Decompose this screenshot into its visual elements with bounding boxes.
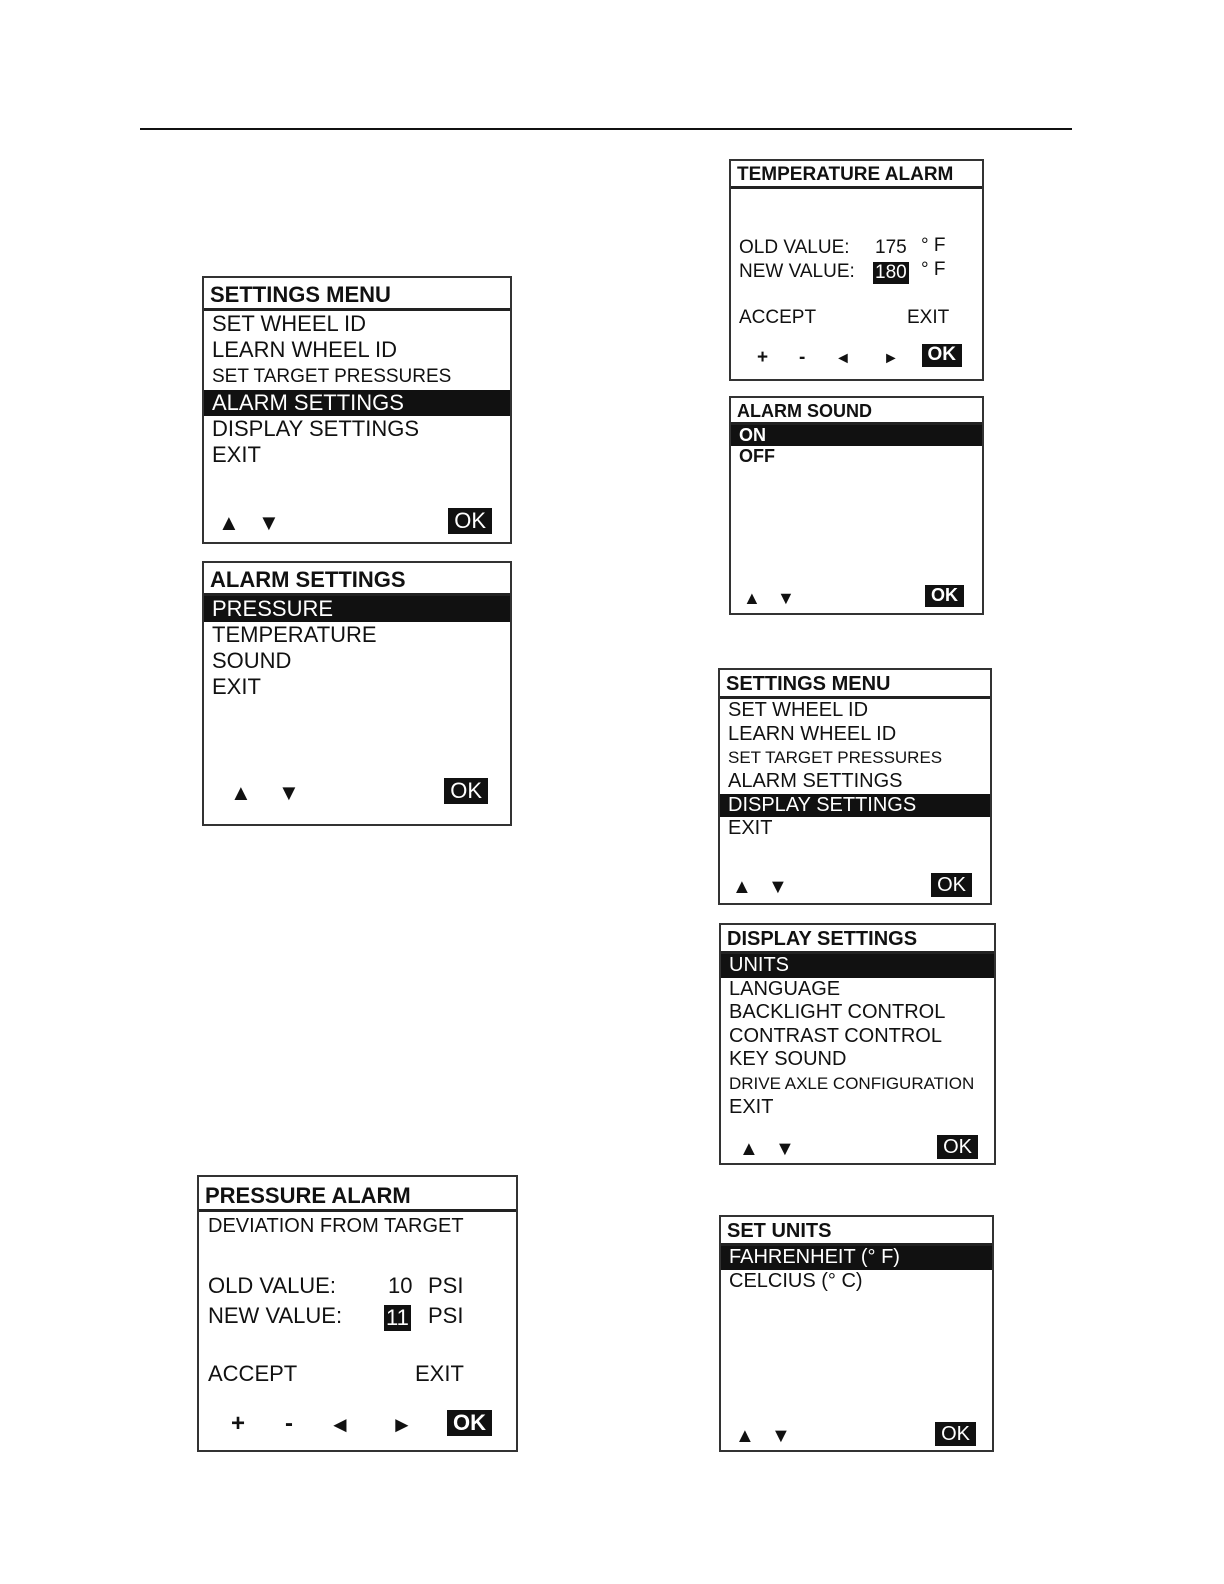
old-unit: ° F [921,235,946,256]
plus-icon[interactable]: + [231,1410,246,1437]
left-arrow-icon[interactable]: ◄ [835,350,851,367]
menu-item-set-target-pressures[interactable]: SET TARGET PRESSURES [212,365,452,387]
ok-button[interactable]: OK [935,1422,976,1446]
new-value-row [208,1303,342,1329]
menu-item-set-wheel-id[interactable]: SET WHEEL ID [728,699,869,721]
ok-button[interactable]: OK [922,344,963,367]
right-arrow-icon[interactable]: ► [883,350,899,367]
screen-title: PRESSURE ALARM [199,1177,516,1212]
up-arrow-icon[interactable]: ▲ [732,876,752,898]
old-value-label: OLD VALUE: [739,237,850,258]
new-value[interactable]: 11 [386,1305,409,1330]
pressure-alarm-screen [197,1175,518,1452]
screen-title: SET UNITS [721,1217,992,1246]
down-arrow-icon[interactable]: ▼ [771,1425,791,1447]
menu-item-key-sound[interactable]: KEY SOUND [729,1048,847,1071]
menu-item-display-settings[interactable]: DISPLAY SETTINGS [720,794,990,818]
menu-item-backlight-control[interactable]: BACKLIGHT CONTROL [729,1001,946,1024]
exit-button[interactable]: EXIT [415,1361,464,1386]
down-arrow-icon[interactable]: ▼ [258,510,280,535]
old-value: 175 [875,237,907,258]
accept-button[interactable]: ACCEPT [208,1361,298,1386]
menu-item-units[interactable]: UNITS [721,954,994,978]
screen-title: TEMPERATURE ALARM [731,161,982,189]
new-unit: ° F [921,259,946,280]
alarm-sound-screen [729,396,984,615]
plus-icon[interactable]: + [757,347,769,368]
settings-menu-screen-2 [718,668,992,905]
menu-item-language[interactable]: LANGUAGE [729,977,841,1000]
menu-item-learn-wheel-id[interactable]: LEARN WHEEL ID [212,336,398,362]
minus-icon[interactable]: - [285,1410,293,1437]
menu-item-exit[interactable]: EXIT [728,817,773,840]
old-unit: PSI [428,1273,464,1298]
alarm-settings-screen [202,561,512,826]
ok-button[interactable]: OK [925,585,964,607]
menu-item-exit[interactable]: EXIT [212,673,261,699]
menu-item-alarm-settings[interactable]: ALARM SETTINGS [728,769,903,792]
menu-item-alarm-settings[interactable]: ALARM SETTINGS [204,390,510,416]
ok-button[interactable]: OK [448,508,492,534]
old-value-label: OLD VALUE: [208,1273,336,1298]
screen-title: ALARM SETTINGS [204,563,510,596]
menu-item-pressure[interactable]: PRESSURE [204,596,510,622]
menu-item-exit[interactable]: EXIT [729,1095,774,1118]
ok-button[interactable]: OK [937,1135,978,1159]
menu-item-on[interactable]: ON [731,425,982,446]
left-arrow-icon[interactable]: ◄ [329,1412,351,1437]
screen-title: ALARM SOUND [731,398,982,425]
down-arrow-icon[interactable]: ▼ [777,588,795,608]
menu-item-sound[interactable]: SOUND [212,647,292,673]
new-value-label: NEW VALUE: [208,1303,343,1328]
right-arrow-icon[interactable]: ► [391,1412,413,1437]
up-arrow-icon[interactable]: ▲ [218,510,240,535]
menu-item-contrast-control[interactable]: CONTRAST CONTROL [729,1024,942,1047]
ok-button[interactable]: OK [931,873,972,897]
menu-item-off[interactable]: OFF [739,446,775,467]
screen-title: SETTINGS MENU [720,670,990,699]
new-value-label: NEW VALUE: [739,261,855,282]
menu-item-set-target-pressures[interactable]: SET TARGET PRESSURES [728,748,943,768]
screen-title: DISPLAY SETTINGS [721,925,994,954]
exit-button[interactable]: EXIT [907,307,950,328]
new-value[interactable]: 180 [875,262,907,283]
top-rule [140,128,1072,130]
new-unit: PSI [428,1303,464,1328]
settings-menu-screen [202,276,512,544]
down-arrow-icon[interactable]: ▼ [278,780,300,805]
accept-button[interactable]: ACCEPT [739,307,817,328]
old-value: 10 [388,1273,413,1298]
menu-item-exit[interactable]: EXIT [212,442,261,468]
menu-item-set-wheel-id[interactable]: SET WHEEL ID [212,311,367,336]
menu-item-learn-wheel-id[interactable]: LEARN WHEEL ID [728,722,897,745]
up-arrow-icon[interactable]: ▲ [230,780,252,805]
ok-button[interactable]: OK [447,1410,492,1436]
menu-item-drive-axle-configuration[interactable]: DRIVE AXLE CONFIGURATION [729,1073,975,1093]
down-arrow-icon[interactable]: ▼ [768,876,788,898]
menu-item-fahrenheit[interactable]: FAHRENHEIT (° F) [721,1246,992,1270]
down-arrow-icon[interactable]: ▼ [775,1138,795,1160]
deviation-label: DEVIATION FROM TARGET [208,1215,464,1237]
menu-item-display-settings[interactable]: DISPLAY SETTINGS [212,416,420,442]
minus-icon[interactable]: - [799,347,806,368]
up-arrow-icon[interactable]: ▲ [743,588,761,608]
up-arrow-icon[interactable]: ▲ [739,1138,759,1160]
old-value-row [208,1273,336,1299]
screen-title: SETTINGS MENU [204,278,510,311]
menu-item-celcius[interactable]: CELCIUS (° C) [729,1269,863,1292]
menu-item-temperature[interactable]: TEMPERATURE [212,621,377,647]
set-units-screen [719,1215,994,1452]
temperature-alarm-screen [729,159,984,381]
ok-button[interactable]: OK [444,778,488,804]
up-arrow-icon[interactable]: ▲ [735,1425,755,1447]
display-settings-screen [719,923,996,1165]
